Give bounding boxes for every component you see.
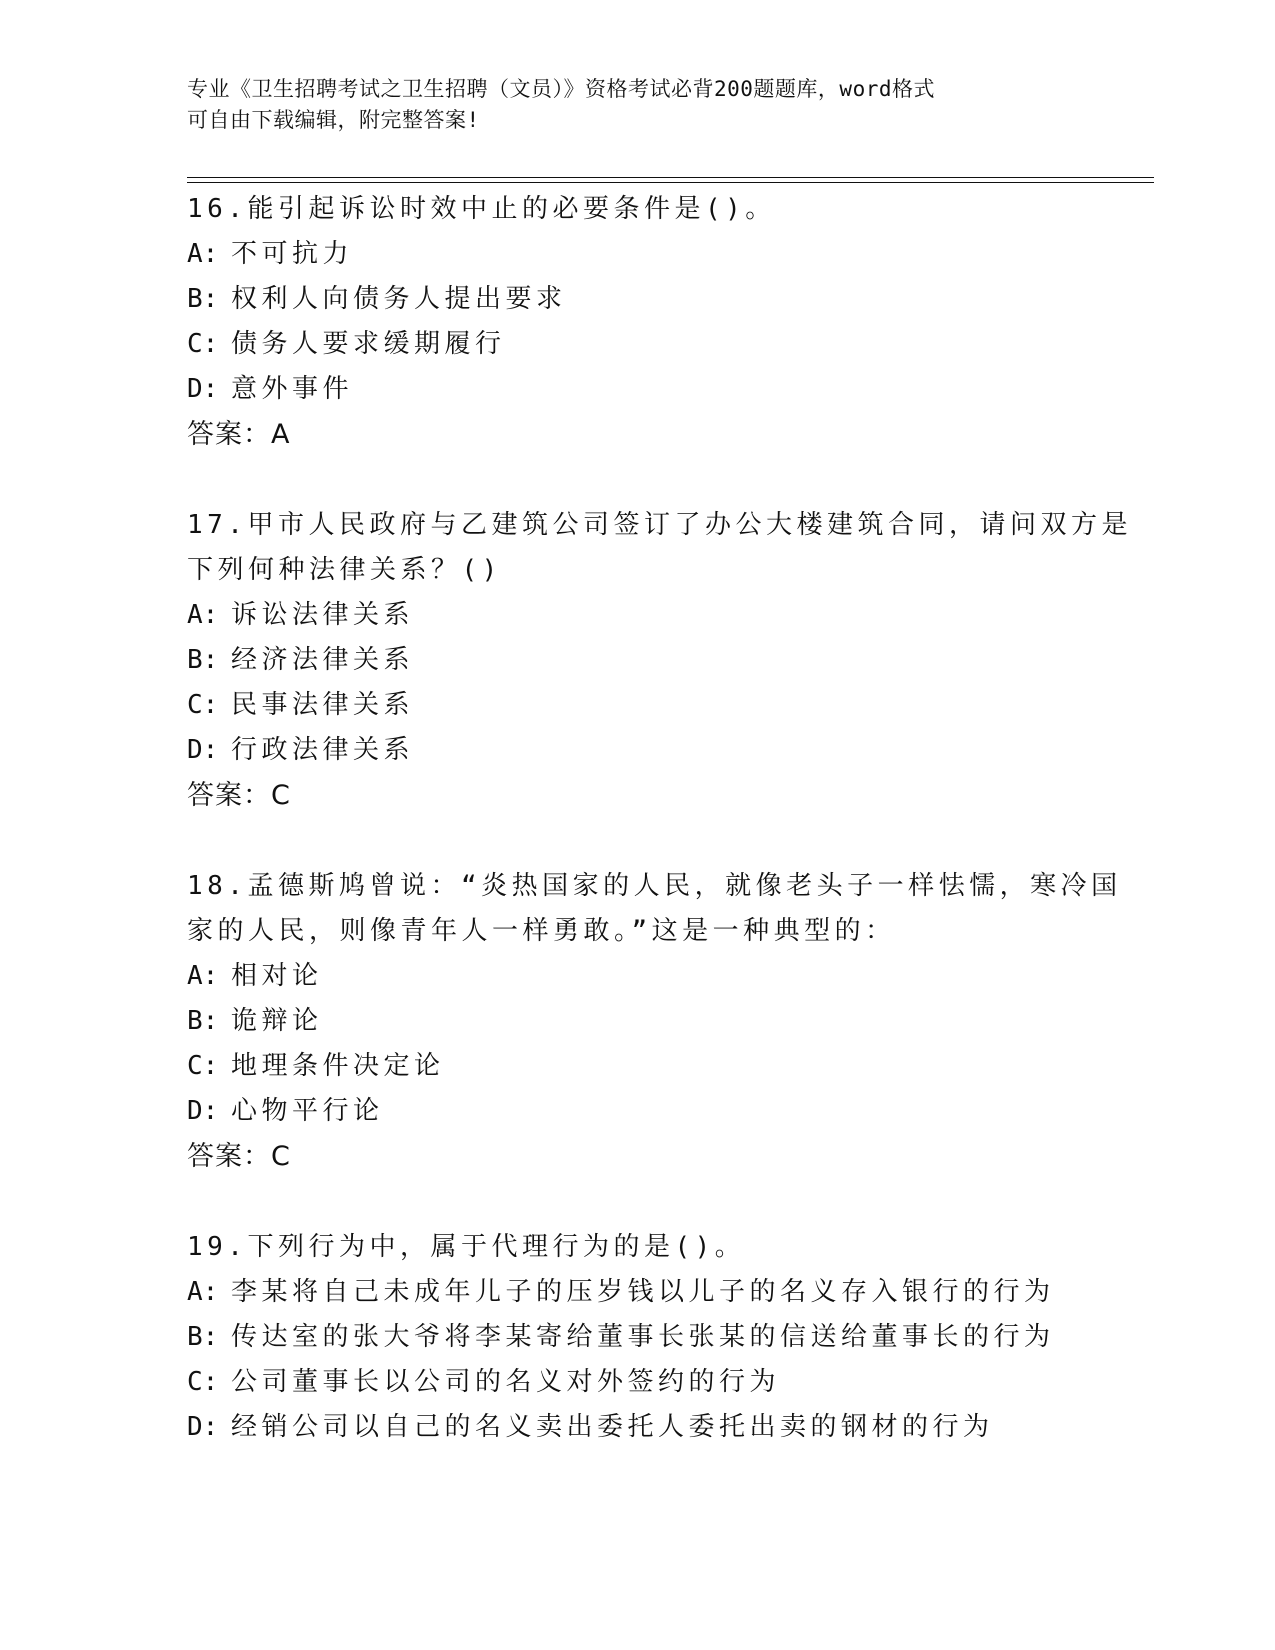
question-block: [187, 503, 1132, 818]
option-key: B:: [187, 645, 219, 675]
option-text: 经销公司以自己的名义卖出委托人委托出卖的钢材的行为: [231, 1412, 994, 1442]
answer-option: [187, 1360, 1087, 1405]
option-text: 债务人要求缓期履行: [231, 329, 506, 359]
header-rule-top: [187, 177, 1154, 178]
answer-option: [187, 728, 1087, 773]
answer-option: [187, 593, 1087, 638]
header-line-1: 专业《卫生招聘考试之卫生招聘（文员）》资格考试必背200题题库，word格式: [187, 77, 935, 101]
answer-option: [187, 1405, 1087, 1450]
option-key: B:: [187, 284, 219, 314]
question-text: 17.甲市人民政府与乙建筑公司签订了办公大楼建筑合同，请问双方是: [187, 510, 1132, 540]
answer-line: 答案：C: [187, 1141, 291, 1172]
option-text: 意外事件: [231, 374, 354, 404]
answer-option: [187, 322, 1087, 367]
question-block: [187, 1225, 1087, 1450]
option-key: B:: [187, 1322, 219, 1352]
question-block: [187, 864, 1122, 1179]
question-text: 19.下列行为中，属于代理行为的是()。: [187, 1232, 746, 1262]
option-key: D:: [187, 735, 219, 765]
option-key: A:: [187, 239, 219, 269]
answer-option: [187, 1315, 1087, 1360]
option-text: 诡辩论: [231, 1006, 323, 1036]
answer-option: [187, 1270, 1087, 1315]
option-text: 传达室的张大爷将李某寄给董事长张某的信送给董事长的行为: [231, 1322, 1055, 1352]
question-list: [187, 187, 1132, 1496]
option-text: 公司董事长以公司的名义对外签约的行为: [231, 1367, 781, 1397]
option-text: 不可抗力: [231, 239, 354, 269]
header-line-2: 可自由下载编辑，附完整答案!: [187, 108, 480, 132]
option-key: A:: [187, 1277, 219, 1307]
option-key: C:: [187, 1367, 219, 1397]
answer-option: [187, 683, 1087, 728]
answer-option: [187, 1089, 1087, 1134]
option-text: 心物平行论: [231, 1096, 384, 1126]
answer-line: 答案：A: [187, 419, 291, 450]
question-block: [187, 187, 1087, 457]
option-key: A:: [187, 961, 219, 991]
option-key: C:: [187, 690, 219, 720]
question-text: 家的人民，则像青年人一样勇敢。”这是一种典型的：: [187, 916, 896, 946]
option-key: C:: [187, 329, 219, 359]
option-key: B:: [187, 1006, 219, 1036]
option-key: D:: [187, 1412, 219, 1442]
option-text: 权利人向债务人提出要求: [231, 284, 567, 314]
header-rule-bottom: [187, 182, 1154, 183]
option-text: 行政法律关系: [231, 735, 415, 765]
option-text: 民事法律关系: [231, 690, 415, 720]
question-text: 16.能引起诉讼时效中止的必要条件是()。: [187, 194, 776, 224]
option-key: C:: [187, 1051, 219, 1081]
answer-option: [187, 277, 1087, 322]
answer-option: [187, 999, 1087, 1044]
answer-line: 答案：C: [187, 780, 291, 811]
document-header: [187, 74, 1067, 136]
question-text: 下列何种法律关系？(): [187, 555, 502, 585]
option-key: D:: [187, 1096, 219, 1126]
answer-option: [187, 954, 1087, 999]
question-text: 18.孟德斯鸠曾说：“炎热国家的人民，就像老头子一样怯懦，寒冷国: [187, 871, 1122, 901]
answer-option: [187, 367, 1087, 412]
option-text: 李某将自己未成年儿子的压岁钱以儿子的名义存入银行的行为: [231, 1277, 1055, 1307]
option-key: D:: [187, 374, 219, 404]
option-text: 经济法律关系: [231, 645, 415, 675]
option-text: 诉讼法律关系: [231, 600, 415, 630]
option-key: A:: [187, 600, 219, 630]
answer-option: [187, 638, 1087, 683]
answer-option: [187, 1044, 1087, 1089]
answer-option: [187, 232, 1087, 277]
option-text: 相对论: [231, 961, 323, 991]
option-text: 地理条件决定论: [231, 1051, 445, 1081]
